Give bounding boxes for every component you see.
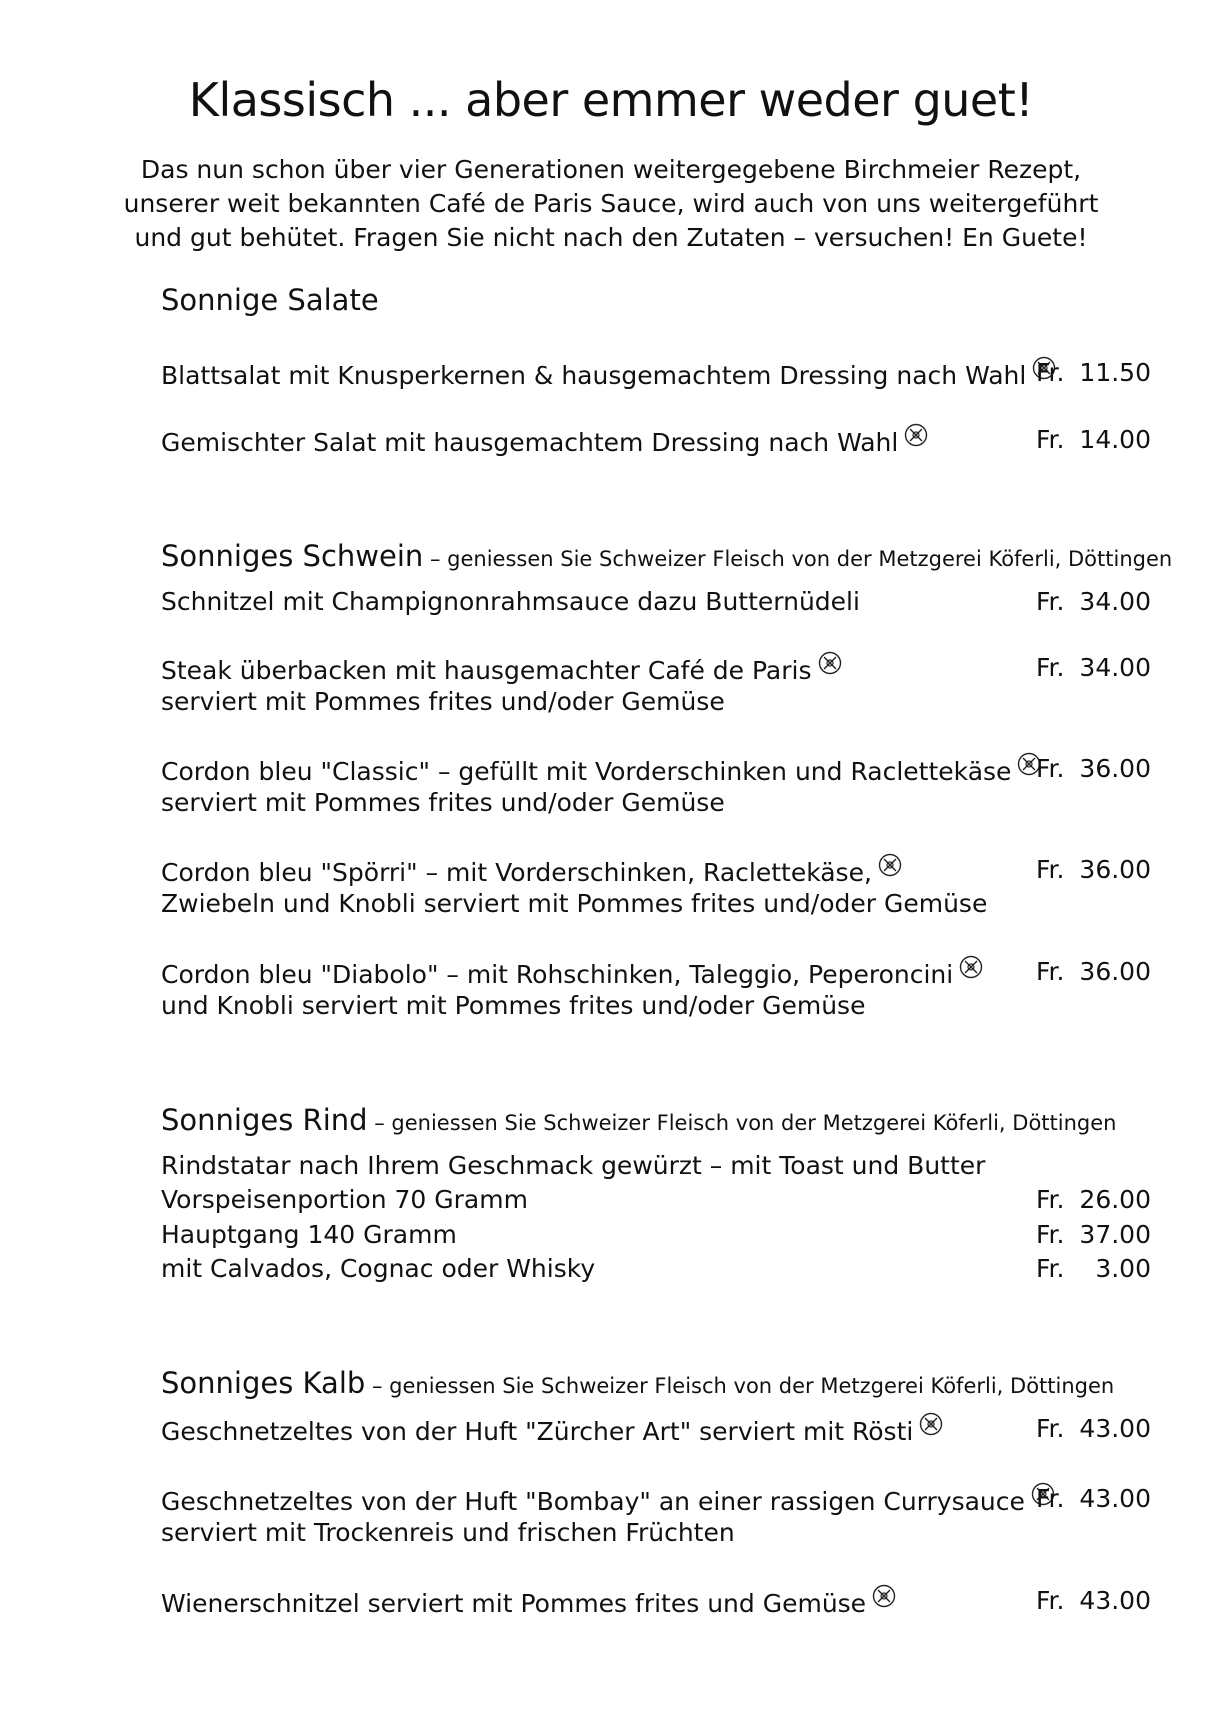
- menu-item: Steak überbacken mit hausgemachter Café de Paris Fr. 34.00 serviert mit Pommes frites und/oder Gemüse: [161, 651, 1151, 719]
- plate-cutlery-icon: [872, 1584, 896, 1608]
- item-text: Vorspeisenportion 70 Gramm: [161, 1185, 528, 1214]
- plate-cutlery-icon: [818, 651, 842, 675]
- menu-item: Wienerschnitzel serviert mit Pommes frites und Gemüse Fr. 43.00: [161, 1586, 1151, 1618]
- menu-item: Geschnetzeltes von der Huft "Zürcher Art" serviert mit Rösti Fr. 43.00: [161, 1414, 1151, 1446]
- plate-cutlery-icon: [904, 423, 928, 447]
- section-heading-salate: [161, 282, 379, 321]
- section-subtitle: – geniessen Sie Schweizer Fleisch von der Metzgerei Köferli, Döttingen: [367, 1111, 1117, 1135]
- item-text: Rindstatar nach Ihrem Geschmack gewürzt – mit Toast und Butter: [161, 1151, 986, 1180]
- item-text: mit Calvados, Cognac oder Whisky: [161, 1254, 596, 1283]
- section-title: Sonniges Kalb: [161, 1366, 366, 1400]
- plate-cutlery-icon: [919, 1412, 943, 1436]
- item-text: Geschnetzeltes von der Huft "Zürcher Art" serviert mit Rösti: [161, 1417, 914, 1446]
- intro-line: unserer weit bekannten Café de Paris Sauce, wird auch von uns weitergeführt: [123, 189, 1099, 218]
- item-text: Cordon bleu "Classic" – gefüllt mit Vorderschinken und Raclettekäse: [161, 757, 1012, 786]
- item-text: Schnitzel mit Champignonrahmsauce dazu Butternüdeli: [161, 587, 860, 616]
- section-title: Sonniges Rind: [161, 1103, 368, 1137]
- intro-line: Das nun schon über vier Generationen weitergegebene Birchmeier Rezept,: [140, 155, 1082, 184]
- item-text: Geschnetzeltes von der Huft "Bombay" an einer rassigen Currysauce: [161, 1487, 1025, 1516]
- section-heading-schwein: [161, 538, 1172, 577]
- plate-cutlery-icon: [959, 955, 983, 979]
- item-text: Gemischter Salat mit hausgemachtem Dressing nach Wahl: [161, 428, 899, 457]
- page-title: Klassisch ... aber emmer weder guet!: [188, 73, 1034, 127]
- item-text: Wienerschnitzel serviert mit Pommes frites und Gemüse: [161, 1589, 867, 1618]
- section-title: Sonnige Salate: [161, 283, 379, 317]
- menu-item: Gemischter Salat mit hausgemachtem Dressing nach Wahl Fr. 14.00: [161, 425, 1151, 457]
- item-text: serviert mit Trockenreis und frischen Früchten: [161, 1518, 735, 1547]
- section-heading-rind: [161, 1102, 1116, 1141]
- menu-item: Schnitzel mit Champignonrahmsauce dazu Butternüdeli Fr. 34.00: [161, 585, 1151, 619]
- menu-item: Cordon bleu "Spörri" – mit Vorderschinken, Raclettekäse, Fr. 36.00 Zwiebeln und Knobli serviert mit Pommes frites und/oder Gemüse: [161, 853, 1151, 921]
- menu-item: Cordon bleu "Diabolo" – mit Rohschinken, Taleggio, Peperoncini Fr. 36.00 und Knobli serviert mit Pommes frites und/oder Gemüse: [161, 955, 1151, 1023]
- plate-cutlery-icon: [878, 853, 902, 877]
- item-text: serviert mit Pommes frites und/oder Gemüse: [161, 687, 725, 716]
- item-text: und Knobli serviert mit Pommes frites und/oder Gemüse: [161, 991, 866, 1020]
- intro-line: und gut behütet. Fragen Sie nicht nach den Zutaten – versuchen! En Guete!: [134, 223, 1088, 252]
- menu-item: Hauptgang 140 Gramm Fr. 37.00: [161, 1218, 1151, 1252]
- section-heading-kalb: [161, 1365, 1114, 1404]
- menu-item: mit Calvados, Cognac oder Whisky Fr. 3.00: [161, 1252, 1151, 1286]
- item-text: Steak überbacken mit hausgemachter Café de Paris: [161, 656, 812, 685]
- menu-item: Vorspeisenportion 70 Gramm Fr. 26.00: [161, 1183, 1151, 1217]
- menu-item: Geschnetzeltes von der Huft "Bombay" an einer rassigen Currysauce Fr. 43.00 serviert mit Trockenreis und frischen Früchten: [161, 1482, 1151, 1550]
- menu-item: Blattsalat mit Knusperkernen & hausgemachtem Dressing nach Wahl Fr. 11.50: [161, 358, 1151, 390]
- menu-item: [161, 1149, 1151, 1183]
- item-text: Zwiebeln und Knobli serviert mit Pommes frites und/oder Gemüse: [161, 889, 988, 918]
- item-text: Hauptgang 140 Gramm: [161, 1220, 457, 1249]
- item-text: serviert mit Pommes frites und/oder Gemüse: [161, 788, 725, 817]
- section-title: Sonniges Schwein: [161, 539, 424, 573]
- item-text: Cordon bleu "Spörri" – mit Vorderschinken, Raclettekäse,: [161, 858, 872, 887]
- item-text: Blattsalat mit Knusperkernen & hausgemachtem Dressing nach Wahl: [161, 361, 1027, 390]
- intro-text: [100, 153, 1122, 255]
- section-subtitle: – geniessen Sie Schweizer Fleisch von der Metzgerei Köferli, Döttingen: [365, 1374, 1115, 1398]
- menu-item: Cordon bleu "Classic" – gefüllt mit Vorderschinken und Raclettekäse Fr. 36.00 serviert mit Pommes frites und/oder Gemüse: [161, 752, 1151, 820]
- section-subtitle: – geniessen Sie Schweizer Fleisch von der Metzgerei Köferli, Döttingen: [423, 547, 1173, 571]
- item-text: Cordon bleu "Diabolo" – mit Rohschinken, Taleggio, Peperoncini: [161, 960, 954, 989]
